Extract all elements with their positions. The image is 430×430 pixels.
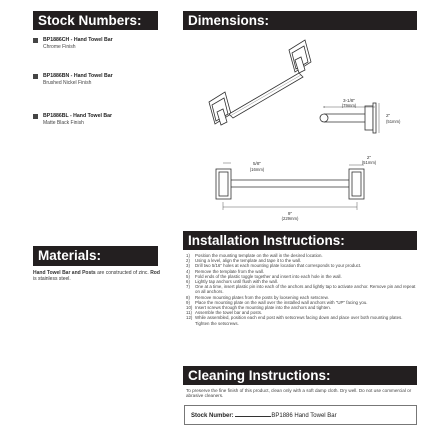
stock-number-underline — [235, 409, 271, 417]
step-text: One at a time, insert plastic pin into each of the anchors and lightly tap to activate anchor. Remove pin and repeat on all anchors. — [195, 284, 416, 295]
stock-code: BP1886BL - Hand Towel Bar — [43, 113, 112, 119]
front-post-mm-label: (16mm) — [249, 167, 265, 172]
bullet-square-icon — [33, 38, 38, 43]
stock-number-box — [184, 405, 417, 425]
side-height-mm-label: (51mm) — [386, 119, 401, 124]
stock-item-chrome — [33, 37, 163, 50]
bullet-square-icon — [33, 114, 38, 119]
front-width-mm-label: (229mm) — [281, 216, 299, 221]
step-text: Position the mounting template on the wall in the desired location. — [195, 253, 323, 258]
step-number: 8) — [186, 294, 190, 300]
step-number: 4) — [186, 268, 190, 274]
step-number: 6) — [186, 279, 190, 285]
step-text: Fold ends of the plastic toggle together and insert into each hole in the wall. — [195, 273, 342, 279]
dimensions-header: Dimensions: — [183, 11, 417, 30]
installation-step — [186, 315, 418, 325]
installation-steps-list — [186, 253, 418, 326]
step-text: Place the mounting plate on the wall over the installed wall anchors with "UP" facing you. — [195, 299, 368, 305]
front-width-label: 9" — [287, 211, 293, 216]
step-text: Lightly tap anchors until flush with the wall. — [195, 279, 278, 285]
stock-item-brushed-nickel — [33, 73, 163, 86]
step-text: While assembled, position each end post with setscrews facing down and place over both mounting plates. Tighten the setscrews. — [195, 315, 403, 326]
stock-numbers-header: Stock Numbers: — [33, 11, 158, 30]
stock-code: BP1886CH - Hand Towel Bar — [43, 37, 113, 43]
front-post-label: 5/8" — [252, 161, 262, 166]
step-number: 12) — [186, 315, 193, 321]
materials-bold-2: Rod — [150, 270, 160, 276]
step-number: 10) — [186, 305, 193, 311]
step-number: 3) — [186, 263, 190, 269]
materials-text-1: are constructed of zinc. — [95, 270, 151, 276]
step-text: Remove mounting plates from the posts by loosening each setscrew. — [195, 294, 329, 300]
step-text: Drill two 5/16" holes at each mounting plate location that corresponds to your product. — [195, 263, 362, 269]
stock-finish: Matte Black Finish — [43, 120, 84, 126]
step-number: 9) — [186, 299, 190, 305]
step-number: 11) — [186, 310, 193, 316]
installation-step — [186, 284, 418, 294]
materials-bold-1: Hand Towel Bar and Posts — [33, 270, 96, 276]
materials-header: Materials: — [33, 246, 158, 266]
step-number: 2) — [186, 258, 190, 264]
step-text: Remove the template from the wall. — [195, 268, 265, 274]
front-view-drawing — [216, 163, 364, 210]
materials-text-2: is stainless steel. — [33, 276, 71, 283]
side-depth-mm-label: (79mm) — [341, 103, 357, 108]
stock-code: BP1886BN - Hand Towel Bar — [43, 73, 113, 79]
front-height-label: 2" — [366, 155, 372, 160]
stock-number-value: BP1886 Hand Towel Bar — [271, 413, 337, 419]
dimensions-drawing — [183, 32, 423, 228]
stock-finish: Chrome Finish — [43, 44, 76, 50]
stock-item-matte-black — [33, 113, 163, 126]
stock-number-label: Stock Number: — [191, 413, 234, 419]
bullet-square-icon — [33, 74, 38, 79]
side-depth-label: 3-1/8" — [342, 98, 356, 103]
stock-finish: Brushed Nickel Finish — [43, 80, 92, 86]
step-text: Assemble the towel bar and posts. — [195, 310, 263, 316]
cleaning-text: To preserve the fine finish of this product, clean only with a soft damp cloth. Dry well. Do not use commercial or abrasive cleaners. — [186, 388, 412, 399]
step-number: 7) — [186, 284, 190, 290]
front-height-mm-label: (51mm) — [361, 160, 377, 165]
step-number: 1) — [186, 253, 190, 258]
towel-bar-isometric-illustration — [209, 40, 311, 125]
side-height-label: 2" — [386, 113, 391, 118]
installation-header: Installation Instructions: — [183, 231, 417, 250]
materials-text — [33, 270, 161, 282]
step-text: Using a level, align the template and tape it to the wall. — [195, 258, 302, 264]
step-number: 5) — [186, 273, 190, 279]
step-text: Insert screws through the mounting plate into the anchors and tighten. — [195, 305, 331, 311]
cleaning-header: Cleaning Instructions: — [183, 366, 417, 385]
